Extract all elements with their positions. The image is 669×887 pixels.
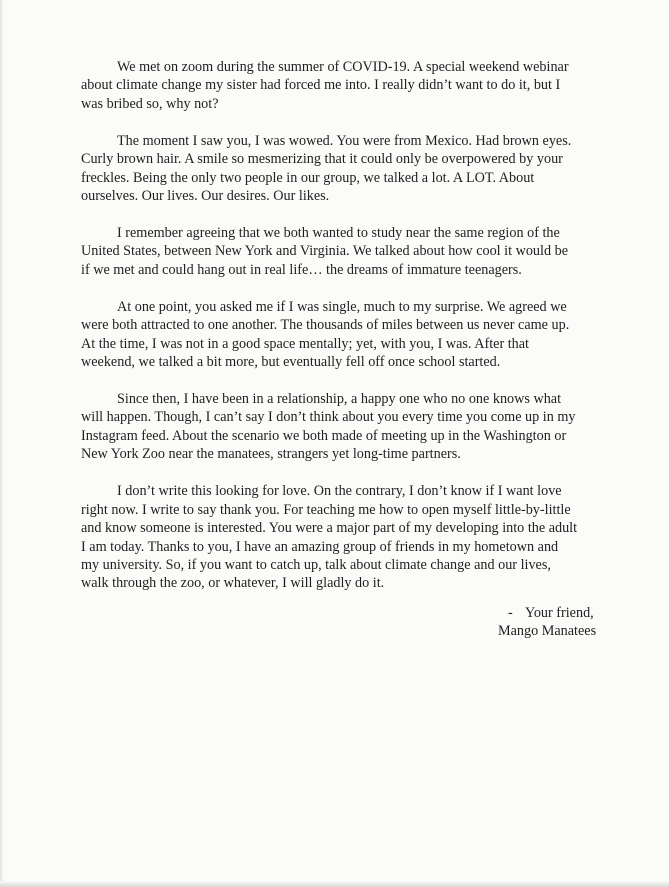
closing-signature: Mango Manatees	[498, 623, 597, 640]
letter-closing	[498, 604, 596, 641]
letter-paragraph-1: We met on zoom during the summer of COVID-19. A special weekend webinar about climate change my sister had forced me into. I really didn’t want to do it, but I was bribed so, why not?	[81, 59, 569, 112]
closing-dash: -	[508, 605, 513, 621]
letter-paragraph-4: At one point, you asked me if I was single, much to my surprise. We agreed we were both attracted to one another. The thousands of miles between us never came up. At the time, I was not in a good space mentally; yet, with you, I was. After that weekend, we talked a bit more, but eventually fell off once school started.	[81, 298, 570, 371]
page-left-edge-shadow	[0, 0, 4, 887]
letter-paragraph-3: I remember agreeing that we both wanted to study near the same region of the United States, between New York and Virginia. We talked about how cool it would be if we met and could hang out in real life… the dreams of immature teenagers.	[81, 225, 568, 278]
letter-paragraph-6: I don’t write this looking for love. On the contrary, I don’t know if I want love right now. I write to say thank you. For teaching me how to open myself little-by-little and know someone is interested. You were a major part of my developing into the adult I am today. Thanks to you, I have an amazing group of friends in my hometown and my university. So, if you want to catch up, talk about climate change and our lives, walk through the zoo, or whatever, I will gladly do it.	[81, 483, 578, 592]
page-bottom-edge-shadow	[0, 881, 669, 887]
closing-valediction: Your friend,	[525, 605, 594, 621]
letter-body	[81, 58, 579, 611]
letter-paragraph-5: Since then, I have been in a relationship, a happy one who no one knows what will happen. Though, I can’t say I don’t think about you every time you come up in my Instagram feed. About the scenario we both made of meeting up in the Washington or New York Zoo near the manatees, strangers yet long-time partners.	[81, 391, 576, 463]
letter-paragraph-2: The moment I saw you, I was wowed. You were from Mexico. Had brown eyes. Curly brown hair. A smile so mesmerizing that it could only be overpowered by your freckles. Being the only two people in our group, we talked a lot. A LOT. About ourselves. Our lives. Our desires. Our likes.	[81, 132, 572, 205]
